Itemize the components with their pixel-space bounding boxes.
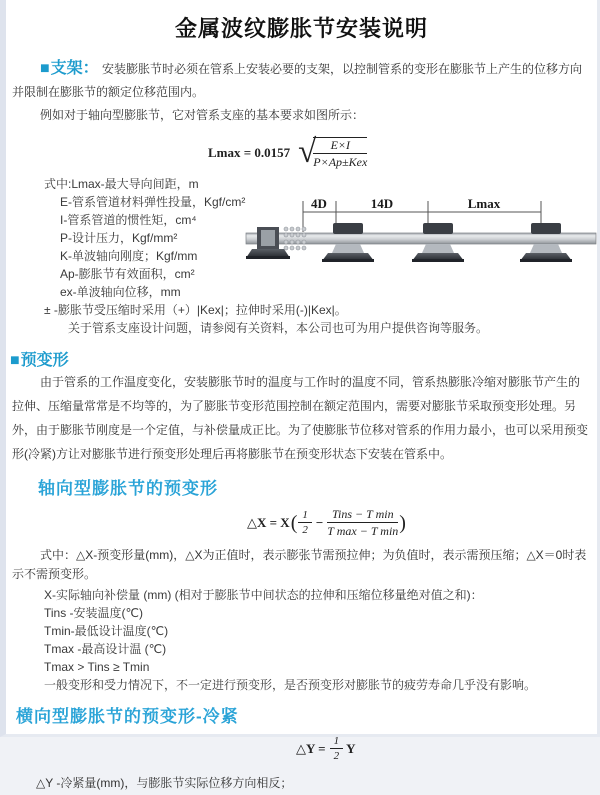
- definition-line: Tmin-最低设计温度(℃): [44, 624, 169, 638]
- lateral-formula-desc: △Y -冷紧量(mm)，与膨胀节实际位移方向相反；: [36, 776, 293, 790]
- temperature-fraction: [327, 507, 398, 538]
- axial-subsection-heading: 轴向型膨胀节的预变形: [38, 479, 218, 498]
- support-section-intro: [10, 57, 593, 104]
- definition-line: P-设计压力，Kgf/mm²: [60, 231, 178, 245]
- closing-line: 关于管系支座设计问题，请参阅有关资料，本公司也可为用户提供咨询等服务。: [68, 321, 489, 335]
- axial-formula-desc: 式中：△X-预变形量(mm)，△X为正值时，表示膨张节需预拉伸；为负值时，表示需预压缩；△X＝0时表示不需预变形。: [12, 548, 587, 581]
- definition-line: K-单波轴向刚度；Kgf/mm: [60, 249, 198, 263]
- definition-line: Tins -安装温度(℃): [44, 606, 144, 620]
- lmax-formula: [208, 134, 593, 170]
- lateral-formula-rhs: Y: [346, 740, 356, 756]
- definition-line: Tmax -最高设计温 (℃): [44, 642, 167, 656]
- blue-square-icon: ■: [10, 352, 20, 369]
- lmax-fraction: [313, 137, 367, 169]
- half-numerator: 1: [330, 735, 344, 749]
- preform-section-heading-row: [10, 347, 593, 370]
- one-half-fraction: [330, 735, 344, 762]
- definition-line: ex-单波轴向位移，mm: [60, 285, 181, 299]
- blue-square-icon: ■: [40, 60, 50, 77]
- dim-label-4d: 4D: [311, 196, 327, 211]
- page-title: 金属波纹膨胀节安装说明: [174, 16, 428, 41]
- support-example-line: 例如对于轴向型膨胀节，它对管系支座的基本要求如图所示：: [40, 108, 365, 122]
- axial-preform-formula: [247, 507, 593, 538]
- definition-line: E-管系管道材料弹性投量，Kgf/cm²: [60, 195, 246, 209]
- pipe-support-diagram: [244, 192, 600, 278]
- dim-label-lmax: Lmax: [467, 196, 501, 211]
- lateral-subsection-heading: 横向型膨胀节的预变形-冷紧: [16, 707, 239, 726]
- preform-paragraph: 由于管系的工作温度变化，安装膨胀节时的温度与工作时的温度不同，管系热膨胀冷缩对膨胀节产生的拉伸、压缩量常常是不均等的，为了膨胀节变形范围控制在额定范围内，需要对膨胀节采取预变形处理。另外，由于膨胀节刚度是一个定值，与补偿量成正比。为了使膨胀节位移对管系的作用力最小，也可以采用预变形(冷紧)方让对膨胀节进行预变形处理后再将膨胀节在预变形状态下安装在管系中。: [12, 375, 589, 461]
- definition-line: 式中:Lmax-最大导向间距，m: [44, 177, 199, 191]
- lmax-formula-lhs: Lmax = 0.0157: [208, 145, 291, 160]
- minus-sign: −: [315, 514, 324, 530]
- lmax-fraction-numerator: E×I: [313, 138, 367, 154]
- definition-line: Ap-膨胀节有效面积，cm²: [60, 267, 195, 281]
- lateral-formula-lhs: △Y =: [296, 740, 326, 756]
- dim-label-14d: 14D: [370, 196, 394, 211]
- axial-formula-lhs: △X = X: [247, 514, 290, 530]
- temp-fraction-numerator: Tins − T min: [327, 507, 398, 523]
- definition-line: I-管系管道的惯性矩，cm⁴: [60, 213, 197, 227]
- definition-line: ± -膨胀节受压缩时采用（+）|Kex|；拉伸时采用(-)|Kex|。: [44, 303, 347, 317]
- preform-section-heading: 预变形: [20, 352, 69, 369]
- definition-line: X-实际轴向补偿量 (mm) (相对于膨胀节中间状态的拉伸和压缩位移量绝对值之和)：: [44, 588, 483, 602]
- close-paren: ): [399, 511, 406, 534]
- axial-note-line: 一般变形和受力情况下，不一定进行预变形，是否预变形对膨胀节的疲劳寿命几乎没有影响。: [44, 678, 537, 692]
- support-intro-text: 安装膨胀节时必须在管系上安装必要的支架，以控制管系的变形在膨胀节上产生的位移方向并限制在膨胀节的额定位移范围内。: [12, 62, 583, 99]
- temp-fraction-denominator: T max − T min: [327, 524, 399, 538]
- one-half-fraction: [298, 509, 312, 536]
- radical-sign: √ $\frac{E\times I}{\text{P×Ap±Kex}}$: [298, 134, 368, 170]
- open-paren: (: [290, 511, 298, 534]
- lateral-preform-formula: [296, 735, 593, 762]
- half-numerator: 1: [298, 509, 312, 523]
- half-denominator: 2: [302, 524, 308, 536]
- half-denominator: 2: [333, 750, 340, 762]
- definition-line: Tmax > Tins ≥ Tmin: [44, 660, 150, 674]
- support-section-heading: 支架：: [50, 60, 99, 77]
- axial-definitions: [10, 586, 593, 694]
- lmax-fraction-denominator: P×Ap±Kex: [313, 155, 368, 169]
